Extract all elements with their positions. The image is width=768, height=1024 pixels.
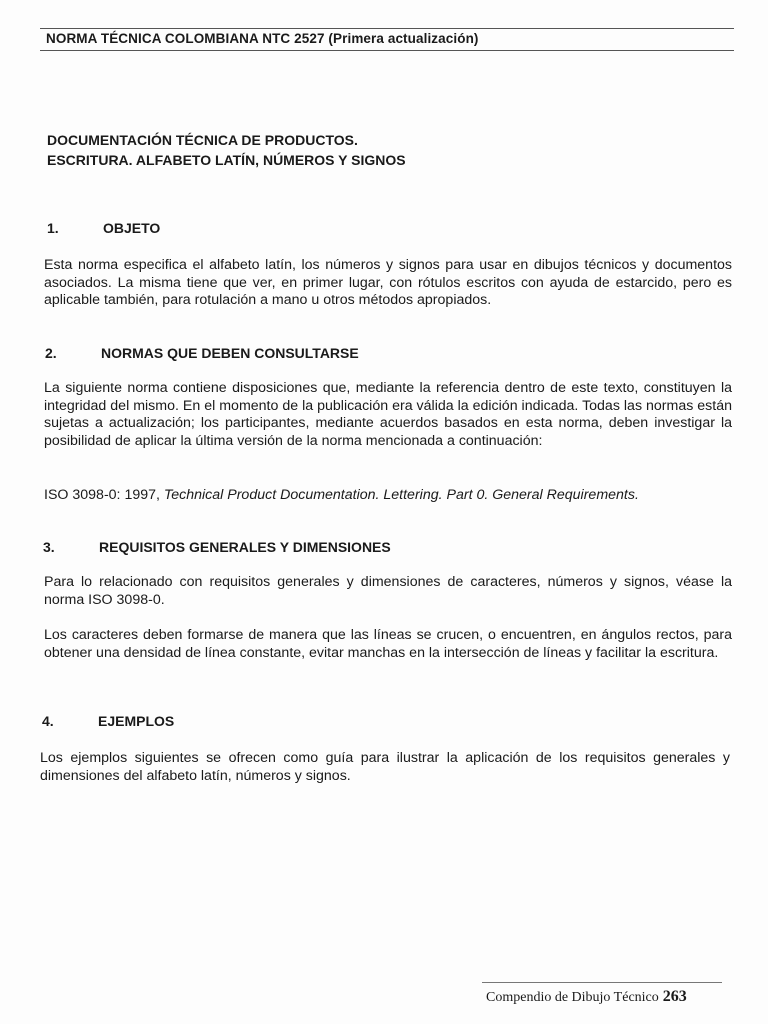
section-3-title: REQUISITOS GENERALES Y DIMENSIONES <box>99 539 391 555</box>
reference-title: Technical Product Documentation. Lettering. Part 0. General Requirements. <box>163 487 639 503</box>
header-title: NORMA TÉCNICA COLOMBIANA NTC 2527 (Primera actualización) <box>46 31 479 46</box>
section-4-number: 4. <box>42 713 54 729</box>
document-title-line-2: ESCRITURA. ALFABETO LATÍN, NÚMEROS Y SIGNOS <box>47 152 406 168</box>
section-3-number: 3. <box>43 539 55 555</box>
section-2-paragraph: La siguiente norma contiene disposiciones que, mediante la referencia dentro de este texto, constituyen la integridad del mismo. En el momento de la publicación era válida la edición indicada. Todas las normas están sujetas a actualización; los participantes, mediante acuerdos basados en esta norma, deben investigar la posibilidad de aplicar la última versión de la norma mencionada a continuación: <box>44 380 732 449</box>
page-footer <box>480 982 730 1012</box>
footer-book-title: Compendio de Dibujo Técnico <box>486 990 659 1005</box>
page-header <box>0 0 768 60</box>
document-title <box>47 130 406 170</box>
document-title-line-1: DOCUMENTACIÓN TÉCNICA DE PRODUCTOS. <box>47 132 358 148</box>
section-4-heading <box>42 713 174 729</box>
section-2-title: NORMAS QUE DEBEN CONSULTARSE <box>101 345 359 361</box>
section-2-number: 2. <box>45 345 57 361</box>
section-2-heading <box>45 345 359 361</box>
section-1-heading <box>47 220 160 236</box>
header-rule-top <box>40 28 734 29</box>
footer-rule <box>482 982 722 983</box>
section-4-paragraph: Los ejemplos siguientes se ofrecen como guía para ilustrar la aplicación de los requisitos generales y dimensiones del alfabeto latín, números y signos. <box>40 750 730 784</box>
header-rule-bottom <box>40 50 734 51</box>
footer-text <box>486 988 687 1006</box>
section-1-number: 1. <box>47 220 59 236</box>
footer-page-number: 263 <box>662 988 687 1005</box>
section-3-heading <box>43 539 391 555</box>
section-3-paragraph-1: Para lo relacionado con requisitos generales y dimensiones de caracteres, números y signos, véase la norma ISO 3098-0. <box>44 574 732 608</box>
reference-code: ISO 3098-0: 1997, <box>44 487 164 503</box>
section-4-title: EJEMPLOS <box>98 713 175 729</box>
section-3-paragraph-2: Los caracteres deben formarse de manera que las líneas se crucen, o encuentren, en ángulos rectos, para obtener una densidad de línea constante, evitar manchas en la intersección de líneas y facilitar la escritura. <box>44 627 732 661</box>
section-1-paragraph: Esta norma especifica el alfabeto latín, los números y signos para usar en dibujos técnicos y documentos asociados. La misma tiene que ver, en primer lugar, con rótulos escritos con ayuda de estarcido, pero es aplicable también, para rotulación a mano u otros métodos apropiados. <box>44 257 732 308</box>
section-1-title: OBJETO <box>103 220 161 236</box>
section-2-reference <box>44 487 734 503</box>
